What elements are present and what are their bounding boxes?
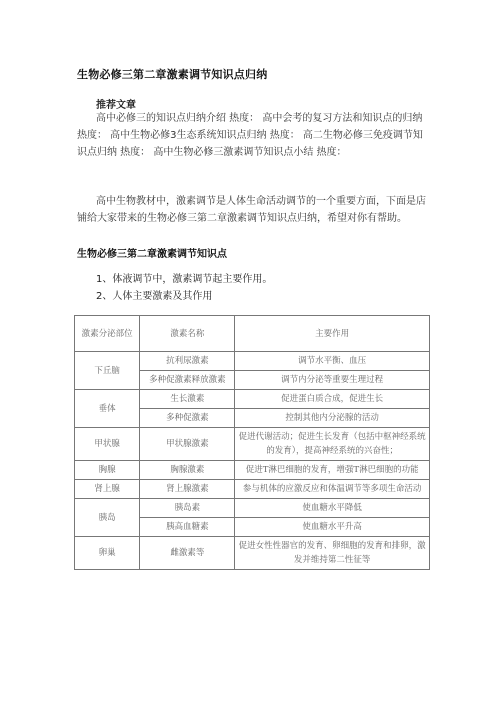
document-title: 生物必修三第二章激素调节知识点归纳 — [77, 68, 268, 81]
hormone-cell: 多种促激素 — [140, 409, 235, 428]
hormone-cell: 胰高血糖素 — [140, 518, 235, 537]
point-1: 1、体液调节中，激素调节起主要作用。 — [96, 274, 273, 285]
header-hormone: 激素名称 — [140, 316, 235, 352]
function-cell: 促进蛋白质合成，促进生长 — [235, 390, 430, 409]
section-title: 生物必修三第二章激素调节知识点 — [77, 249, 227, 260]
intro-paragraph: 高中生物教材中，激素调节是人体生命活动调节的一个重要方面，下面是店铺给大家带来的生物必修三第二章激素调节知识点归纳，希望对你有帮助。 — [77, 196, 426, 224]
table-row — [75, 390, 430, 409]
function-cell: 使血糖水平升高 — [235, 518, 430, 537]
hormone-cell: 甲状腺激素 — [140, 428, 235, 461]
recommended-heading: 推荐文章 — [96, 100, 136, 111]
point-2: 2、人体主要激素及其作用 — [96, 291, 213, 302]
function-cell: 使血糖水平降低 — [235, 499, 430, 518]
gland-cell: 卵巢 — [75, 537, 140, 570]
gland-cell: 肾上腺 — [75, 480, 140, 499]
gland-cell: 下丘脑 — [75, 352, 140, 390]
gland-cell: 甲状腺 — [75, 428, 140, 461]
hormone-cell: 雌激素等 — [140, 537, 235, 570]
table-row — [75, 428, 430, 461]
recommended-articles-text: 高中必修三的知识点归纳介绍 热度： 高中会考的复习方法和知识点的归纳 热度： 高中生物必修3生态系统知识点归纳 热度： 高二生物必修三免疫调节知识点归纳 热度： 高中生物必修三激素调节知识点小结 热度： — [77, 113, 423, 158]
gland-cell: 垂体 — [75, 390, 140, 428]
table-header-row — [75, 316, 430, 352]
hormone-cell: 胸腺激素 — [140, 461, 235, 480]
function-cell: 促进女性性器官的发育、卵细胞的发育和排卵，激发并维持第二性征等 — [235, 537, 430, 570]
gland-cell: 胰岛 — [75, 499, 140, 537]
function-cell: 调节水平衡、血压 — [235, 352, 430, 371]
function-cell: 调节内分泌等重要生理过程 — [235, 371, 430, 390]
gland-cell: 胸腺 — [75, 461, 140, 480]
hormone-cell: 抗利尿激素 — [140, 352, 235, 371]
table-row — [75, 537, 430, 570]
function-cell: 参与机体的应激反应和体温调节等多项生命活动 — [235, 480, 430, 499]
function-cell: 促进代谢活动；促进生长发育（包括中枢神经系统的发育），提高神经系统的兴奋性； — [235, 428, 430, 461]
hormone-cell: 多种促激素释放激素 — [140, 371, 235, 390]
table-row — [75, 352, 430, 371]
hormone-cell: 肾上腺激素 — [140, 480, 235, 499]
function-cell: 控制其他内分泌腺的活动 — [235, 409, 430, 428]
hormone-table — [74, 315, 430, 570]
hormone-cell: 生长激素 — [140, 390, 235, 409]
header-function: 主要作用 — [235, 316, 430, 352]
table-row — [75, 480, 430, 499]
header-gland: 激素分泌部位 — [75, 316, 140, 352]
function-cell: 促进T淋巴细胞的发育，增强T淋巴细胞的功能 — [235, 461, 430, 480]
hormone-cell: 胰岛素 — [140, 499, 235, 518]
table-row — [75, 499, 430, 518]
table-row — [75, 461, 430, 480]
